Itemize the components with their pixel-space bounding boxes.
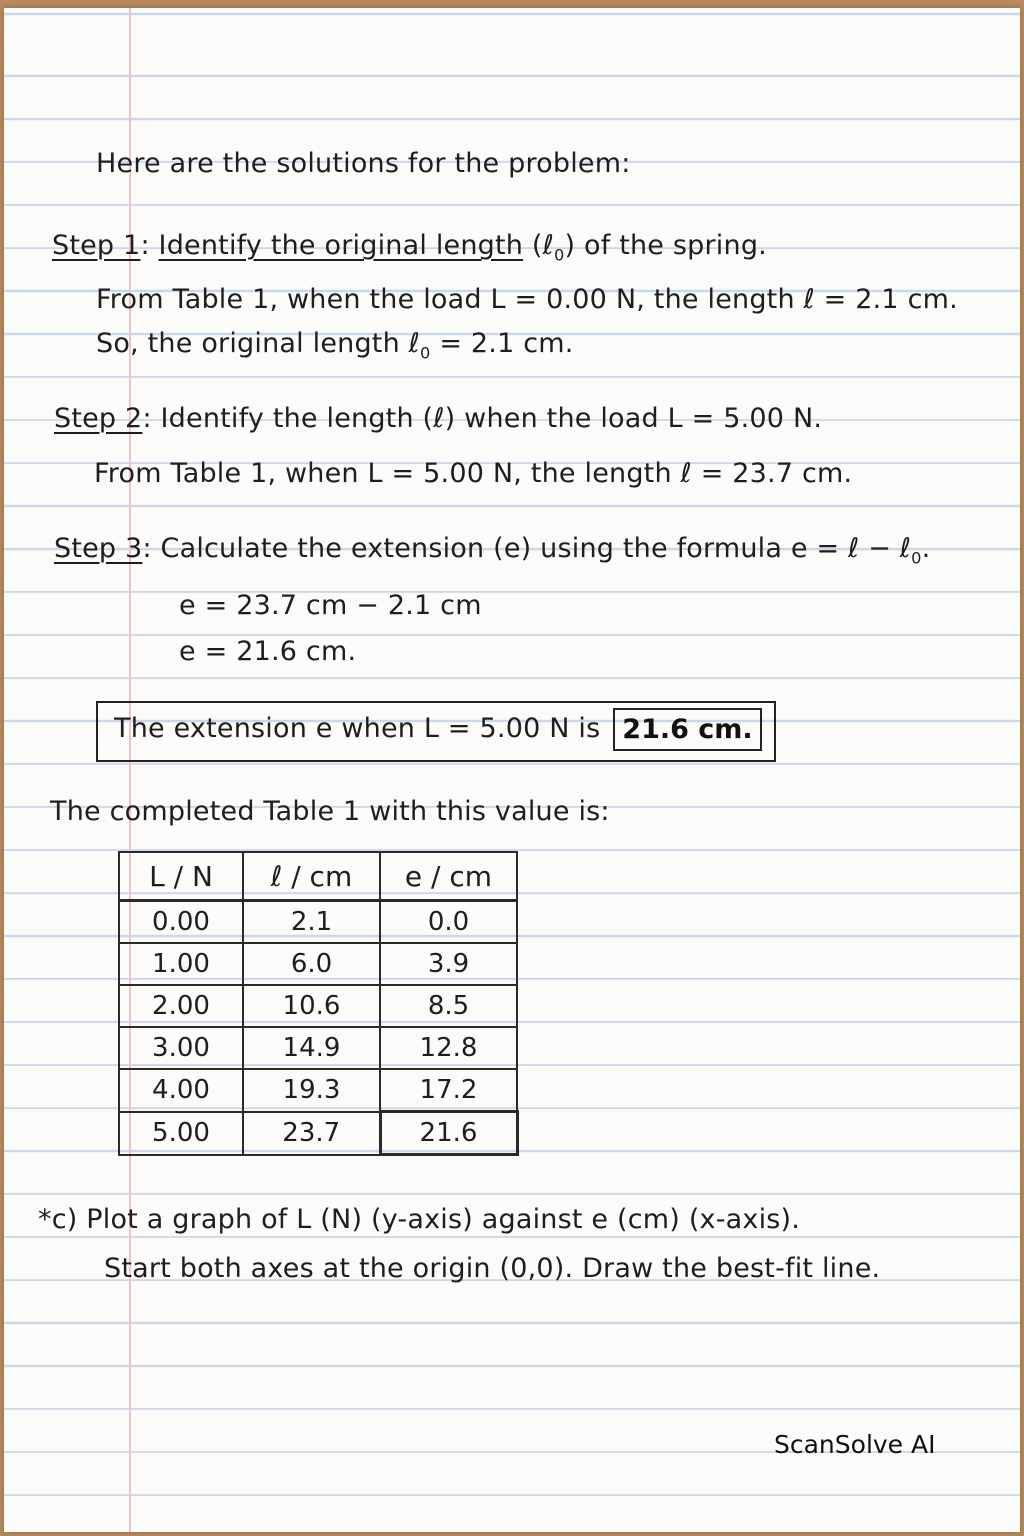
cell-load: 4.00 bbox=[119, 1069, 243, 1112]
cell-load: 0.00 bbox=[119, 901, 243, 944]
step2-heading-text: : Identify the length (ℓ) when the load L = 5.00 N. bbox=[142, 403, 823, 434]
step1-heading-underlined: Identify the original length bbox=[158, 230, 524, 261]
step3-eq2: e = 21.6 cm. bbox=[179, 636, 357, 667]
answer-box bbox=[96, 701, 776, 762]
cell-length: 2.1 bbox=[243, 901, 380, 944]
step2-heading bbox=[54, 403, 822, 434]
table-row bbox=[119, 1069, 517, 1112]
step3-heading-b: . bbox=[921, 533, 931, 564]
step1-heading-d: ) of the spring. bbox=[564, 230, 767, 261]
intro-text: Here are the solutions for the problem: bbox=[96, 148, 631, 179]
cell-load: 2.00 bbox=[119, 985, 243, 1027]
step1-colon: : bbox=[140, 230, 159, 261]
step3-heading-a: : Calculate the extension (e) using the formula e = ℓ − ℓ bbox=[142, 533, 912, 564]
step1-line2-b: = 2.1 cm. bbox=[430, 328, 574, 359]
notebook-page bbox=[4, 8, 1020, 1532]
table-row bbox=[119, 1027, 517, 1069]
brand-signature: ScanSolve AI bbox=[774, 1430, 936, 1459]
cell-extension: 12.8 bbox=[380, 1027, 517, 1069]
step3-heading-sub: 0 bbox=[911, 548, 922, 568]
cell-load: 3.00 bbox=[119, 1027, 243, 1069]
answer-text: The extension e when L = 5.00 N is bbox=[114, 713, 601, 744]
results-table bbox=[118, 851, 519, 1156]
step1-heading-sub: 0 bbox=[553, 245, 565, 265]
header-extension: e / cm bbox=[380, 852, 517, 901]
cell-extension: 8.5 bbox=[380, 985, 517, 1027]
step3-eq1: e = 23.7 cm − 2.1 cm bbox=[179, 590, 482, 621]
step2-line1: From Table 1, when L = 5.00 N, the length ℓ = 23.7 cm. bbox=[94, 458, 853, 489]
cell-extension: 17.2 bbox=[380, 1069, 517, 1112]
cell-extension: 3.9 bbox=[380, 943, 517, 985]
cell-extension: 0.0 bbox=[380, 901, 517, 944]
answer-value: 21.6 cm. bbox=[613, 708, 762, 751]
cell-load: 1.00 bbox=[119, 943, 243, 985]
step1-line2 bbox=[96, 328, 574, 362]
table-intro: The completed Table 1 with this value is: bbox=[50, 796, 610, 827]
step1-line2-sub: 0 bbox=[420, 343, 431, 363]
part-c-line1: *c) Plot a graph of L (N) (y-axis) against e (cm) (x-axis). bbox=[38, 1204, 801, 1235]
cell-length: 14.9 bbox=[243, 1027, 380, 1069]
table-row bbox=[119, 985, 517, 1027]
step1-heading-c: (ℓ bbox=[523, 230, 554, 261]
cell-extension-highlighted: 21.6 bbox=[380, 1112, 517, 1155]
table-row bbox=[119, 1112, 517, 1155]
step2-label: Step 2 bbox=[54, 403, 143, 434]
cell-length: 10.6 bbox=[243, 985, 380, 1027]
cell-length: 6.0 bbox=[243, 943, 380, 985]
cell-length: 19.3 bbox=[243, 1069, 380, 1112]
cell-load: 5.00 bbox=[119, 1112, 243, 1155]
part-c-line2: Start both axes at the origin (0,0). Draw the best-fit line. bbox=[104, 1253, 881, 1284]
table-row bbox=[119, 943, 517, 985]
cell-length: 23.7 bbox=[243, 1112, 380, 1155]
step1-line2-a: So, the original length ℓ bbox=[96, 328, 421, 359]
table-row bbox=[119, 901, 517, 944]
step1-label: Step 1 bbox=[52, 230, 141, 261]
header-length: ℓ / cm bbox=[243, 852, 380, 901]
step3-heading bbox=[54, 533, 930, 567]
header-load: L / N bbox=[119, 852, 243, 901]
step1-line1: From Table 1, when the load L = 0.00 N, the length ℓ = 2.1 cm. bbox=[96, 284, 958, 315]
step3-label: Step 3 bbox=[54, 533, 143, 564]
step1-heading bbox=[52, 230, 767, 264]
table-header-row bbox=[119, 852, 517, 901]
